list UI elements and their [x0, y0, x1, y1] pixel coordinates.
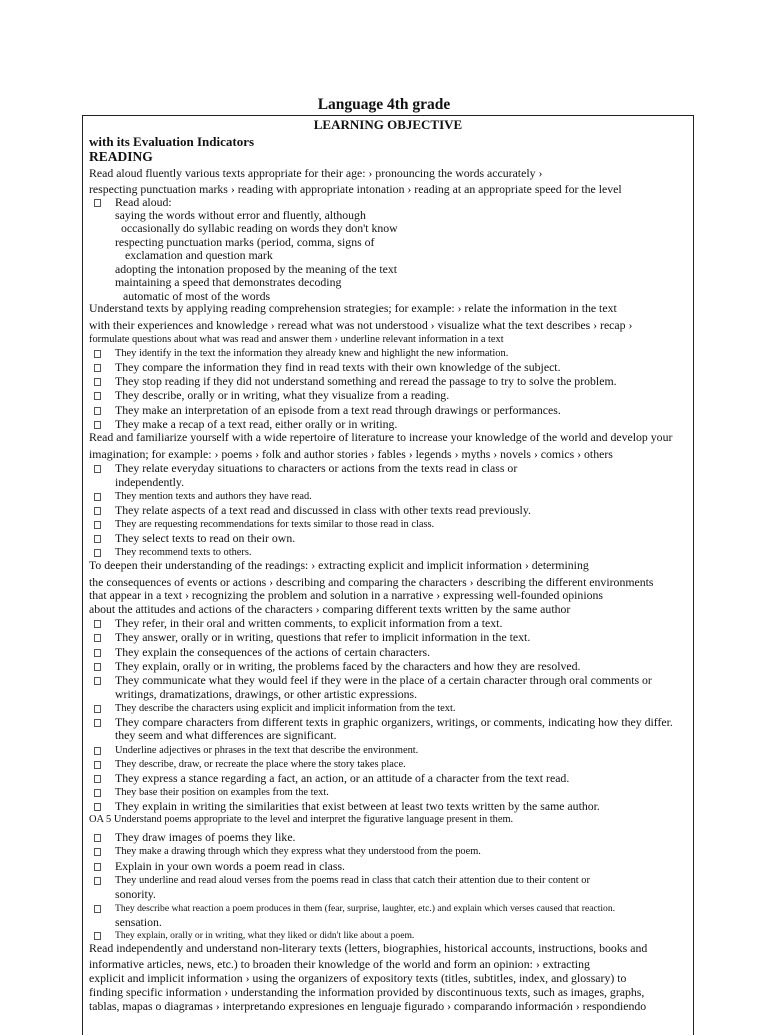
indicator-item: They describe, draw, or recreate the place where the story takes place. — [115, 759, 406, 770]
objective-text-line: finding specific information › understanding the information provided by discontinuous texts, such as images, graphs, — [89, 985, 645, 999]
objective-text-line: saying the words without error and fluently, although — [115, 208, 366, 222]
checkbox-icon — [94, 747, 101, 755]
indicator-item: They recommend texts to others. — [115, 547, 252, 558]
objective-text-line: writings, dramatizations, drawings, or other artistic expressions. — [115, 687, 418, 701]
checkbox-icon — [94, 719, 101, 727]
objective-text-line: sonority. — [115, 887, 156, 901]
checkbox-icon — [94, 863, 101, 871]
checkbox-icon — [94, 677, 101, 685]
objective-text-line: that appear in a text › recognizing the problem and solution in a narrative › expressing well-founded opinions — [89, 588, 603, 602]
checkbox-icon — [94, 549, 101, 557]
indicator-item: They explain, orally or in writing, the problems faced by the characters and how they are resolved. — [115, 659, 581, 673]
checkbox-icon — [94, 364, 101, 372]
objective-text-line: explicit and implicit information › using the organizers of expository texts (titles, subtitles, index, and glossary) to — [89, 971, 627, 985]
indicator-item: They identify in the text the information they already knew and highlight the new information. — [115, 348, 509, 359]
checkbox-icon — [94, 378, 101, 386]
checkbox-icon — [94, 634, 101, 642]
indicator-item: They make an interpretation of an episode from a text read through drawings or performances. — [115, 403, 561, 417]
checkbox-icon — [94, 493, 101, 501]
indicator-item: They underline and read aloud verses from the poems read in class that catch their attention due to their content or — [115, 875, 590, 886]
section-heading: READING — [89, 149, 153, 164]
indicator-item: They answer, orally or in writing, questions that refer to implicit information in the text. — [115, 630, 531, 644]
checkbox-icon — [94, 535, 101, 543]
indicator-item: They compare the information they find in read texts with their own knowledge of the subject. — [115, 360, 561, 374]
indicator-item: They describe the characters using explicit and implicit information from the text. — [115, 703, 456, 714]
indicator-item: They stop reading if they did not understand something and reread the passage to try to solve the problem. — [115, 374, 617, 388]
objective-text-line: with their experiences and knowledge › reread what was not understood › visualize what the text describes › recap › — [89, 318, 633, 332]
objective-text-line: To deepen their understanding of the readings: › extracting explicit and implicit information › determining — [89, 558, 589, 572]
objective-text-line: OA 5 Understand poems appropriate to the level and interpret the figurative language present in them. — [89, 814, 514, 825]
objective-text-line: maintaining a speed that demonstrates decoding — [115, 275, 342, 289]
objectives-table — [82, 115, 694, 1035]
subheading: with its Evaluation Indicators — [89, 134, 255, 149]
objective-text-line: adopting the intonation proposed by the meaning of the text — [115, 262, 398, 276]
objective-text-line: independently. — [115, 475, 185, 489]
objective-text-line: imagination; for example: › poems › folk and author stories › fables › legends › myths › novels › comics › others — [89, 447, 613, 461]
checkbox-icon — [94, 350, 101, 358]
objective-text-line: Read aloud fluently various texts appropriate for their age: › pronouncing the words accurately › — [89, 166, 543, 180]
checkbox-icon — [94, 761, 101, 769]
checkbox-icon — [94, 834, 101, 842]
objective-text-line: Read independently and understand non-literary texts (letters, biographies, historical accounts, instructions, books and — [89, 941, 648, 955]
objective-text-line: occasionally do syllabic reading on words they don't know — [121, 221, 398, 235]
indicator-item: They communicate what they would feel if they were in the place of a certain character through oral comments or — [115, 673, 652, 687]
indicator-item: They explain, orally or in writing, what they liked or didn't like about a poem. — [115, 930, 415, 941]
checkbox-icon — [94, 663, 101, 671]
checkbox-icon — [94, 392, 101, 400]
checkbox-icon — [94, 877, 101, 885]
objective-text-line: informative articles, news, etc.) to broaden their knowledge of the world and form an opinion: › extracting — [89, 957, 590, 971]
checkbox-icon — [94, 521, 101, 529]
indicator-item: Explain in your own words a poem read in class. — [115, 859, 345, 873]
checkbox-icon — [94, 465, 101, 473]
checkbox-icon — [94, 507, 101, 515]
checkbox-icon — [94, 905, 101, 913]
checkbox-icon — [94, 789, 101, 797]
checkbox-icon — [94, 407, 101, 415]
indicator-item: They draw images of poems they like. — [115, 830, 296, 844]
indicator-item: They relate aspects of a text read and discussed in class with other texts read previously. — [115, 503, 531, 517]
indicator-item: Underline adjectives or phrases in the text that describe the environment. — [115, 745, 419, 756]
objective-text-line: the consequences of events or actions › describing and comparing the characters › describing the different environments — [89, 575, 654, 589]
objective-text-line: Understand texts by applying reading comprehension strategies; for example: › relate the information in the text — [89, 301, 617, 315]
checkbox-icon — [94, 649, 101, 657]
indicator-item: They base their position on examples from the text. — [115, 787, 329, 798]
indicator-item: They describe what reaction a poem produces in them (fear, surprise, laughter, etc.) and explain which verses caused that reaction. — [115, 903, 616, 914]
objective-text-line: sensation. — [115, 915, 162, 929]
document-title: Language 4th grade — [317, 96, 451, 113]
indicator-item: They express a stance regarding a fact, an action, or an attitude of a character from the text read. — [115, 771, 570, 785]
objective-text-line: automatic of most of the words — [123, 289, 271, 303]
objective-text-line: exclamation and question mark — [125, 248, 273, 262]
objective-heading: LEARNING OBJECTIVE — [313, 117, 463, 132]
indicator-item: They make a recap of a text read, either orally or in writing. — [115, 417, 398, 431]
indicator-item: They mention texts and authors they have read. — [115, 491, 312, 502]
objective-text-line: tablas, mapas o diagramas › interpretando expresiones en lenguaje figurado › comparando información › respondiendo — [89, 999, 647, 1013]
checkbox-icon — [94, 932, 101, 940]
indicator-item: They make a drawing through which they express what they understood from the poem. — [115, 846, 481, 857]
indicator-item: They compare characters from different texts in graphic organizers, writings, or comments, indicating how they differ. — [115, 715, 673, 729]
indicator-item: They select texts to read on their own. — [115, 531, 296, 545]
checkbox-icon — [94, 775, 101, 783]
objective-text-line: about the attitudes and actions of the characters › comparing different texts written by the same author — [89, 602, 571, 616]
indicator-item: They refer, in their oral and written comments, to explicit information from a text. — [115, 616, 503, 630]
checkbox-icon — [94, 199, 101, 207]
checkbox-icon — [94, 848, 101, 856]
checkbox-icon — [94, 421, 101, 429]
objective-text-line: they seem and what differences are significant. — [115, 728, 337, 742]
objective-text-line: respecting punctuation marks › reading with appropriate intonation › reading at an appropriate speed for the level — [89, 182, 622, 196]
checkbox-icon — [94, 803, 101, 811]
indicator-item: Read aloud: — [115, 195, 172, 209]
objective-text-line: formulate questions about what was read and answer them › underline relevant information in a text — [89, 334, 504, 345]
indicator-item: They explain the consequences of the actions of certain characters. — [115, 645, 431, 659]
indicator-item: They relate everyday situations to characters or actions from the texts read in class or — [115, 461, 518, 475]
indicator-item: They describe, orally or in writing, what they visualize from a reading. — [115, 388, 450, 402]
objective-text-line: Read and familiarize yourself with a wide repertoire of literature to increase your knowledge of the world and develop your — [89, 430, 673, 444]
checkbox-icon — [94, 705, 101, 713]
checkbox-icon — [94, 620, 101, 628]
objective-text-line: respecting punctuation marks (period, comma, signs of — [115, 235, 375, 249]
indicator-item: They are requesting recommendations for texts similar to those read in class. — [115, 519, 435, 530]
indicator-item: They explain in writing the similarities that exist between at least two texts written by the same author. — [115, 799, 600, 813]
